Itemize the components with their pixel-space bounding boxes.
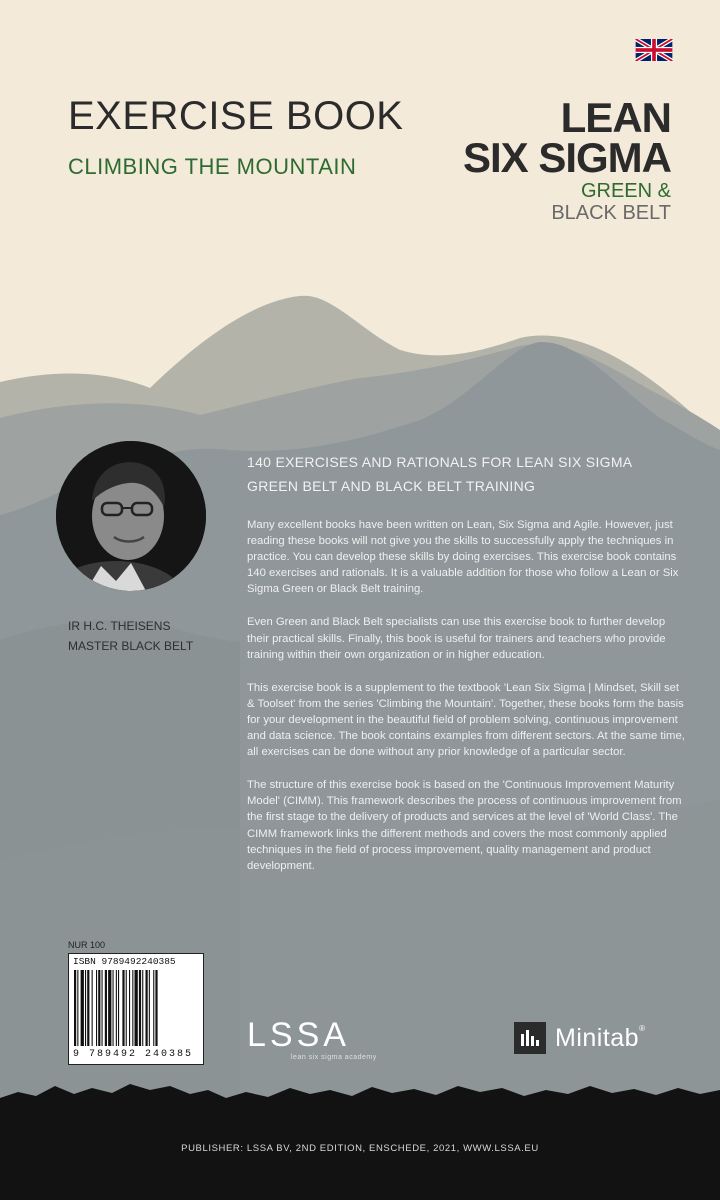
author-name: IR H.C. THEISENS <box>68 619 171 633</box>
minitab-logo-name: Minitab® <box>555 1023 646 1052</box>
headline-line-2: GREEN BELT AND BLACK BELT TRAINING <box>247 478 536 494</box>
cover-title: EXERCISE BOOK <box>68 94 404 138</box>
blurb-paragraph-3: This exercise book is a supplement to the textbook 'Lean Six Sigma | Mindset, Skill set & Toolset' from the series 'Climbing the Mountain'. Together, these books form the basis for your development in the beautiful field of problem solving, continuous improvement and data science. The book contains examples from different sectors. At the same time, all exercises can be done without any prior knowledge of a particular sector. <box>247 681 685 759</box>
isbn-label: ISBN 9789492240385 <box>73 956 176 967</box>
blurb-headline <box>247 450 632 498</box>
lssa-logo-name: LSSA <box>247 1016 350 1054</box>
isbn-digits: 9 789492 240385 <box>73 1049 194 1060</box>
author-role: MASTER BLACK BELT <box>68 639 194 653</box>
uk-flag-icon <box>635 39 673 61</box>
brand-line-six-sigma: SIX SIGMA <box>462 134 671 181</box>
cover-subtitle: CLIMBING THE MOUNTAIN <box>68 154 357 179</box>
barcode-bars-icon <box>73 970 199 1046</box>
nur-code: NUR 100 <box>68 940 106 950</box>
author-photo <box>56 441 206 591</box>
minitab-bars-icon <box>514 1022 546 1054</box>
brand-line-green: GREEN & <box>580 180 671 202</box>
blurb-paragraph-1: Many excellent books have been written on Lean, Six Sigma and Agile. However, just reading these books will not give you the skills to successfully apply the techniques in practice. You can develop these skills by doing exercises. This exercise book contains 140 exercises and rationals. It is a valuable addition for those who follow a Lean or Six Sigma Green or Black Belt training. <box>247 519 679 596</box>
isbn-barcode <box>68 953 204 1065</box>
minitab-logo <box>514 1022 646 1054</box>
publisher-footer: PUBLISHER: LSSA BV, 2ND EDITION, ENSCHEDE, 2021, WWW.LSSA.EU <box>181 1143 539 1154</box>
author-portrait-icon <box>56 441 206 591</box>
series-brand <box>462 94 671 224</box>
brand-line-black-belt: BLACK BELT <box>551 202 671 224</box>
brand-line-lean: LEAN <box>560 94 671 141</box>
author-info <box>68 616 193 656</box>
blurb-paragraph-2: Even Green and Black Belt specialists can use this exercise book to further develop their practical skills. Finally, this book is useful for trainers and teachers who provide training within their own organization or in higher education. <box>247 616 666 661</box>
lssa-logo-tagline: lean six sigma academy <box>291 1054 377 1061</box>
lssa-logo <box>247 1018 377 1061</box>
blurb-body <box>247 517 687 891</box>
headline-line-1: 140 EXERCISES AND RATIONALS FOR LEAN SIX SIGMA <box>247 454 633 470</box>
blurb-paragraph-4: The structure of this exercise book is based on the 'Continuous Improvement Maturity Model' (CIMM). This framework describes the process of continuous improvement from the first stage to the delivery of products and services at the level of 'World Class'. The CIMM framework links the different methods and covers the most commonly applied techniques in the field of process improvement, quality management and product development. <box>247 779 682 872</box>
